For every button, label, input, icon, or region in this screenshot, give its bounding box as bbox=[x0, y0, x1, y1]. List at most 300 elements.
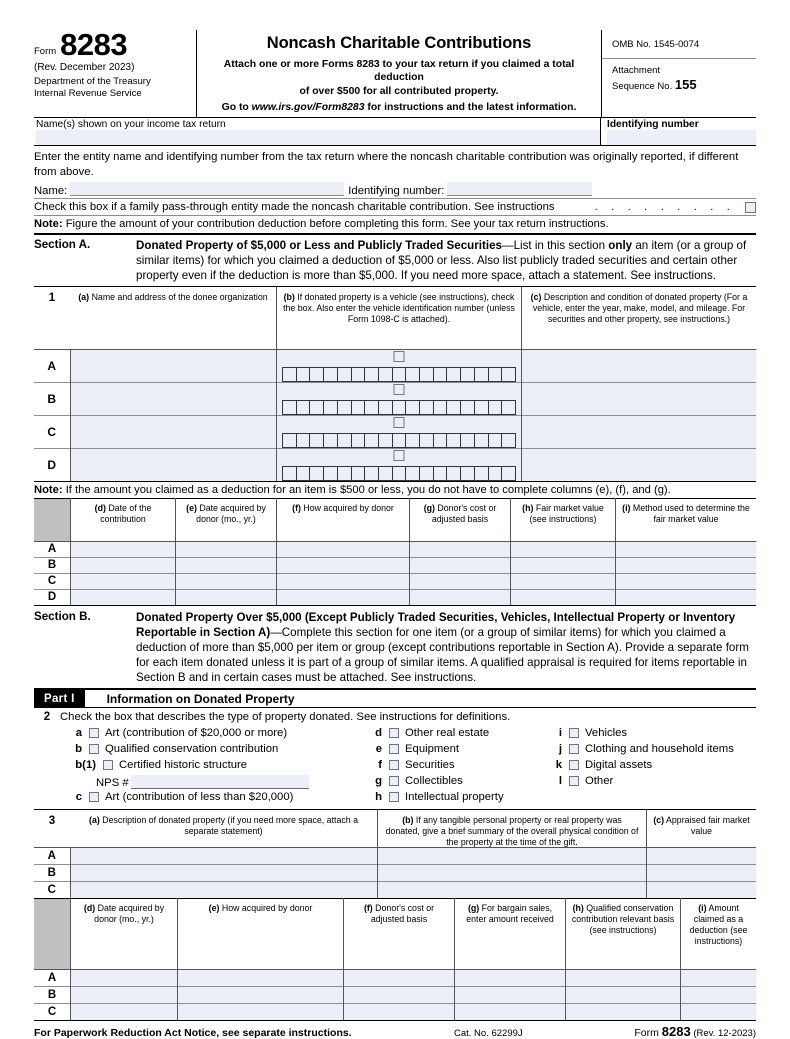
table-row bbox=[34, 349, 756, 382]
section-a-valuation-cell-c-3[interactable] bbox=[410, 573, 511, 589]
vin-char-cell[interactable] bbox=[489, 434, 503, 447]
col-f-header bbox=[277, 498, 410, 541]
description-condition-input-a[interactable] bbox=[522, 349, 757, 382]
vin-wrapper bbox=[277, 416, 521, 448]
line-3-lower-cell-c-0[interactable] bbox=[71, 1004, 178, 1021]
line-3-lower-cell-a-5[interactable] bbox=[681, 970, 757, 987]
option-label: Intellectual property bbox=[405, 791, 504, 804]
col-f-text: How acquired by donor bbox=[300, 502, 394, 513]
section-a-text-2: an item (or a group of similar items) for which you claimed a deduction of $5,000 or less. Also list publicly traded securities and certain other property even if the deduction is more than $5,000. If you need more space, attach a statement. See instructions. bbox=[136, 239, 747, 283]
checkbox-b[interactable] bbox=[89, 744, 99, 754]
identifying-number-input[interactable] bbox=[607, 130, 756, 145]
part-1-tag: Part I bbox=[34, 690, 85, 707]
vin-char-cell[interactable] bbox=[365, 368, 379, 381]
sequence-number: 155 bbox=[674, 77, 697, 93]
vin-char-cell[interactable] bbox=[406, 434, 420, 447]
checkbox-h[interactable] bbox=[389, 792, 399, 802]
line3-col-e-marker: (e) bbox=[208, 903, 220, 914]
vin-char-cell[interactable] bbox=[297, 401, 311, 414]
line3-col-g-text: For bargain sales, enter amount received bbox=[466, 903, 554, 925]
checkbox-a[interactable] bbox=[89, 728, 99, 738]
vin-char-cell[interactable] bbox=[393, 467, 407, 480]
section-a-valuation-table bbox=[34, 498, 756, 605]
line3-col-c-text: Appraised fair market value bbox=[664, 815, 750, 836]
vehicle-checkbox-d[interactable] bbox=[394, 450, 405, 461]
vin-char-cell[interactable] bbox=[283, 434, 297, 447]
section-a-valuation-cell-d-5[interactable] bbox=[616, 589, 757, 605]
vehicle-checkbox-c[interactable] bbox=[394, 417, 405, 428]
vin-char-cell[interactable] bbox=[324, 434, 338, 447]
section-a-valuation-cell-b-1[interactable] bbox=[176, 557, 277, 573]
vin-char-cell[interactable] bbox=[283, 467, 297, 480]
section-a-valuation-cell-a-4[interactable] bbox=[511, 541, 616, 557]
table-row bbox=[34, 589, 756, 605]
checkbox-j[interactable] bbox=[569, 744, 579, 754]
option-label: Certified historic structure bbox=[119, 759, 248, 772]
table-row bbox=[34, 382, 756, 415]
section-a-valuation-cell-c-2[interactable] bbox=[277, 573, 410, 589]
option-key: f bbox=[378, 759, 382, 772]
vin-char-cell[interactable] bbox=[434, 401, 448, 414]
line3-col-a-text: Description of donated property (if you need more space, attach a separate statement) bbox=[99, 815, 358, 836]
col-b-marker: (b) bbox=[283, 292, 295, 303]
section-a-valuation-cell-d-1[interactable] bbox=[176, 589, 277, 605]
col-c-text: Description and condition of donated property (For a vehicle, enter the year, make, model, and mileage. For securities and other property, see instructions.) bbox=[532, 292, 748, 324]
vin-char-cell[interactable] bbox=[283, 401, 297, 414]
col-d-text: Date of the contribution bbox=[100, 502, 152, 524]
vin-char-cell[interactable] bbox=[447, 434, 461, 447]
line3-col-c-marker: (c) bbox=[653, 815, 665, 826]
vin-boxes-c[interactable] bbox=[282, 433, 516, 448]
line-3-lower-cell-c-1[interactable] bbox=[178, 1004, 344, 1021]
line-3-lower-cell-a-4[interactable] bbox=[566, 970, 681, 987]
passthrough-text: Check this box if a family pass-through entity made the noncash charitable contribution. See instructions bbox=[34, 201, 555, 214]
line-3-cell-b-2[interactable] bbox=[647, 865, 757, 882]
col-d-header bbox=[71, 498, 176, 541]
property-type-option-b1[interactable] bbox=[60, 757, 360, 773]
line-1-number: 1 bbox=[48, 292, 56, 305]
line3-col-e-text: How acquired by donor bbox=[219, 903, 313, 914]
line-3-lower-cell-b-0[interactable] bbox=[71, 987, 178, 1004]
line-3-description-table bbox=[34, 809, 756, 898]
line-3-cell-a-0[interactable] bbox=[70, 848, 378, 865]
vin-boxes-b[interactable] bbox=[282, 400, 516, 415]
irs-url-link[interactable]: www.irs.gov/Form8283 bbox=[251, 101, 365, 113]
vin-char-cell[interactable] bbox=[310, 434, 324, 447]
checkbox-b1[interactable] bbox=[103, 760, 113, 770]
option-label: Art (contribution of $20,000 or more) bbox=[105, 727, 288, 740]
names-input[interactable] bbox=[36, 130, 600, 145]
vin-char-cell[interactable] bbox=[461, 434, 475, 447]
section-a-valuation-cell-a-2[interactable] bbox=[277, 541, 410, 557]
vin-char-cell[interactable] bbox=[489, 401, 503, 414]
vin-boxes-d[interactable] bbox=[282, 466, 516, 481]
section-a-valuation-cell-b-0[interactable] bbox=[71, 557, 176, 573]
line-3-cell-c-0[interactable] bbox=[70, 882, 378, 899]
line3-col-e-header bbox=[178, 899, 344, 970]
section-a-valuation-row-label-a: A bbox=[34, 541, 71, 557]
section-a-valuation-cell-a-5[interactable] bbox=[616, 541, 757, 557]
table-row bbox=[34, 557, 756, 573]
line-3-lower-cell-c-2[interactable] bbox=[344, 1004, 455, 1021]
line3-col-f-header bbox=[344, 899, 455, 970]
vin-char-cell[interactable] bbox=[461, 467, 475, 480]
section-a-valuation-cell-b-2[interactable] bbox=[277, 557, 410, 573]
checkbox-g[interactable] bbox=[389, 776, 399, 786]
col-e-marker: (e) bbox=[186, 502, 197, 513]
option-key: g bbox=[375, 775, 382, 788]
attachment-sequence-block bbox=[602, 59, 756, 98]
vehicle-checkbox-b[interactable] bbox=[394, 384, 405, 395]
property-type-option-f[interactable] bbox=[360, 757, 540, 773]
col-g-text: Donor's cost or adjusted basis bbox=[431, 502, 497, 524]
line3-col-i-text: Amount claimed as a deduction (see instructions) bbox=[689, 903, 748, 946]
line-3-cell-a-2[interactable] bbox=[647, 848, 757, 865]
property-type-option-d[interactable] bbox=[360, 725, 540, 741]
vin-char-cell[interactable] bbox=[461, 401, 475, 414]
col-g-header bbox=[410, 498, 511, 541]
line-3-lower-cell-b-4[interactable] bbox=[566, 987, 681, 1004]
line-2-block bbox=[34, 708, 756, 805]
vin-char-cell[interactable] bbox=[297, 434, 311, 447]
line-3-lower-cell-c-3[interactable] bbox=[455, 1004, 566, 1021]
option-key: l bbox=[558, 775, 562, 788]
identifying-number-label: Identifying number bbox=[607, 118, 699, 130]
section-a-header bbox=[34, 235, 756, 287]
line-2-body bbox=[60, 711, 756, 805]
section-a-table-header-row bbox=[34, 287, 756, 349]
form-subtitle bbox=[203, 58, 595, 98]
table-row bbox=[34, 448, 756, 481]
line-3-row-label-c: C bbox=[34, 882, 70, 899]
line-3-lower-cell-c-4[interactable] bbox=[566, 1004, 681, 1021]
entity-identifying-number-input[interactable] bbox=[447, 182, 592, 196]
section-b-label: Section B. bbox=[34, 609, 91, 623]
names-field-group[interactable] bbox=[34, 118, 601, 145]
table2-corner-cell bbox=[34, 498, 71, 541]
line3-col-h-header bbox=[566, 899, 681, 970]
line-3-number: 3 bbox=[48, 815, 56, 828]
option-key: c bbox=[75, 791, 82, 804]
section-a-valuation-cell-c-5[interactable] bbox=[616, 573, 757, 589]
col-g-marker: (g) bbox=[423, 502, 435, 513]
section-a-valuation-cell-c-1[interactable] bbox=[176, 573, 277, 589]
section-a-text-1: List in this section bbox=[513, 239, 609, 253]
vin-char-cell[interactable] bbox=[502, 368, 515, 381]
line-3-cell-a-1[interactable] bbox=[378, 848, 647, 865]
checkbox-i[interactable] bbox=[569, 728, 579, 738]
vin-char-cell[interactable] bbox=[379, 368, 393, 381]
vin-char-cell[interactable] bbox=[447, 467, 461, 480]
col-e-header bbox=[176, 498, 277, 541]
vin-char-cell[interactable] bbox=[324, 368, 338, 381]
line-3-lower-row-label-a: A bbox=[34, 970, 71, 987]
line-3-cell-c-2[interactable] bbox=[647, 882, 757, 899]
footer-form-revision: (Rev. 12-2023) bbox=[690, 1028, 756, 1039]
option-label: Collectibles bbox=[405, 775, 463, 788]
entity-identifying-number-label: Identifying number: bbox=[348, 185, 445, 198]
line-3-cell-c-1[interactable] bbox=[378, 882, 647, 899]
col-b-header bbox=[277, 287, 522, 349]
vin-char-cell[interactable] bbox=[502, 401, 515, 414]
vin-char-cell[interactable] bbox=[352, 368, 366, 381]
vin-char-cell[interactable] bbox=[447, 401, 461, 414]
note-top bbox=[34, 216, 756, 235]
note-mid bbox=[34, 481, 756, 498]
section-b-text: Complete this section for one item (or a group of similar items) for which you claimed a deduction of more than $5,000 per item or group (except contributions reportable in Section A). Provide a separate form for each item donated unless it is part of a group of similar items. A qualified appraisal is required for items reportable in Section B and in certain cases must be attached. See instructions. bbox=[136, 626, 749, 685]
donee-name-address-input-b[interactable] bbox=[70, 382, 277, 415]
vin-char-cell[interactable] bbox=[324, 401, 338, 414]
vin-char-cell[interactable] bbox=[352, 434, 366, 447]
vin-char-cell[interactable] bbox=[393, 401, 407, 414]
line-3-lower-cell-b-1[interactable] bbox=[178, 987, 344, 1004]
col-c-header bbox=[522, 287, 757, 349]
line3-col-g-header bbox=[455, 899, 566, 970]
section-a-valuation-cell-b-5[interactable] bbox=[616, 557, 757, 573]
catalog-number: Cat. No. 62299J bbox=[454, 1028, 523, 1039]
row-label-a: A bbox=[34, 349, 70, 382]
section-a-only-emphasis: only bbox=[608, 239, 633, 253]
property-type-option-e[interactable] bbox=[360, 741, 540, 757]
vin-char-cell[interactable] bbox=[393, 368, 407, 381]
vin-char-cell[interactable] bbox=[461, 368, 475, 381]
section-b-body bbox=[136, 610, 756, 685]
vin-char-cell[interactable] bbox=[406, 368, 420, 381]
line3-col-i-header bbox=[681, 899, 757, 970]
vin-char-cell[interactable] bbox=[365, 434, 379, 447]
property-type-option-a[interactable] bbox=[60, 725, 360, 741]
vin-char-cell[interactable] bbox=[434, 434, 448, 447]
line3-col-b-text: If any tangible personal property or real property was donated, give a brief summary of the overall physical condition of the property at the time of the gift. bbox=[385, 815, 639, 847]
line-3-row-label-a: A bbox=[34, 848, 70, 865]
note-top-label: Note: bbox=[34, 218, 63, 231]
vin-char-cell[interactable] bbox=[502, 434, 515, 447]
col-d-marker: (d) bbox=[94, 502, 106, 513]
donee-name-address-input-a[interactable] bbox=[70, 349, 277, 382]
vin-char-cell[interactable] bbox=[406, 467, 420, 480]
description-condition-input-b[interactable] bbox=[522, 382, 757, 415]
vin-char-cell[interactable] bbox=[475, 434, 489, 447]
vin-char-cell[interactable] bbox=[338, 467, 352, 480]
checkbox-l[interactable] bbox=[569, 776, 579, 786]
passthrough-checkbox-row[interactable] bbox=[34, 199, 756, 216]
col-i-text: Method used to determine the fair market value bbox=[630, 502, 750, 524]
col-h-header bbox=[511, 498, 616, 541]
section-a-valuation-cell-a-3[interactable] bbox=[410, 541, 511, 557]
line-3-lower-cell-a-3[interactable] bbox=[455, 970, 566, 987]
vin-char-cell[interactable] bbox=[475, 401, 489, 414]
nps-input[interactable] bbox=[131, 775, 309, 789]
vin-char-cell[interactable] bbox=[310, 401, 324, 414]
option-key: i bbox=[558, 727, 562, 740]
vin-boxes-a[interactable] bbox=[282, 367, 516, 382]
line-3-lower-cell-b-2[interactable] bbox=[344, 987, 455, 1004]
row-label-d: D bbox=[34, 448, 70, 481]
section-a-valuation-cell-b-3[interactable] bbox=[410, 557, 511, 573]
entity-name-label: Name: bbox=[34, 185, 68, 198]
passthrough-checkbox[interactable] bbox=[745, 202, 756, 213]
col-h-text: Fair market value (see instructions) bbox=[529, 502, 604, 524]
vin-char-cell[interactable] bbox=[352, 467, 366, 480]
section-a-valuation-cell-b-4[interactable] bbox=[511, 557, 616, 573]
option-label: Other bbox=[585, 775, 614, 788]
col-e-text: Date acquired by donor (mo., yr.) bbox=[196, 502, 266, 524]
identifying-number-field-group[interactable] bbox=[601, 118, 756, 145]
vin-char-cell[interactable] bbox=[324, 467, 338, 480]
vin-char-cell[interactable] bbox=[406, 401, 420, 414]
donee-name-address-input-d[interactable] bbox=[70, 448, 277, 481]
property-type-option-j[interactable] bbox=[540, 741, 756, 757]
option-label: Equipment bbox=[405, 743, 460, 756]
vehicle-cell-d bbox=[277, 448, 522, 481]
col-b-text: If donated property is a vehicle (see instructions), check the box. Also enter the vehicle identification number (unless Form 1098-C is attached). bbox=[283, 292, 515, 324]
vin-char-cell[interactable] bbox=[434, 368, 448, 381]
table-row bbox=[34, 415, 756, 448]
line-3-lower-cell-b-5[interactable] bbox=[681, 987, 757, 1004]
col-a-marker: (a) bbox=[78, 292, 90, 303]
section-a-valuation-row-label-d: D bbox=[34, 589, 71, 605]
department-line-2: Internal Revenue Service bbox=[34, 87, 142, 99]
option-label: Vehicles bbox=[585, 727, 628, 740]
option-key: j bbox=[558, 743, 562, 756]
vin-char-cell[interactable] bbox=[352, 401, 366, 414]
line3-col-i-marker: (i) bbox=[698, 903, 707, 914]
table-row bbox=[34, 1004, 756, 1021]
col-i-marker: (i) bbox=[622, 502, 631, 513]
section-a-valuation-cell-c-0[interactable] bbox=[71, 573, 176, 589]
line3-col-d-marker: (d) bbox=[83, 903, 96, 914]
vin-char-cell[interactable] bbox=[297, 467, 311, 480]
note-mid-label: Note: bbox=[34, 483, 63, 496]
line-3-lower-cell-a-2[interactable] bbox=[344, 970, 455, 987]
form-number: 8283 bbox=[60, 27, 128, 62]
vin-char-cell[interactable] bbox=[420, 368, 434, 381]
part-1-title: Information on Donated Property bbox=[106, 691, 295, 706]
section-a-valuation-cell-d-0[interactable] bbox=[71, 589, 176, 605]
checkbox-e[interactable] bbox=[389, 744, 399, 754]
property-type-option-g[interactable] bbox=[360, 773, 540, 789]
vin-char-cell[interactable] bbox=[310, 368, 324, 381]
table-row bbox=[34, 865, 756, 882]
option-key: b bbox=[75, 743, 82, 756]
table-row bbox=[34, 848, 756, 865]
vin-char-cell[interactable] bbox=[420, 401, 434, 414]
part-1-bar bbox=[34, 688, 756, 708]
donee-name-address-input-c[interactable] bbox=[70, 415, 277, 448]
table-row bbox=[34, 573, 756, 589]
section-a-valuation-row-label-b: B bbox=[34, 557, 71, 573]
line-3-lower-cell-a-0[interactable] bbox=[71, 970, 178, 987]
vin-char-cell[interactable] bbox=[283, 368, 297, 381]
table-row bbox=[34, 882, 756, 899]
section-a-valuation-cell-c-4[interactable] bbox=[511, 573, 616, 589]
property-type-option-c[interactable] bbox=[60, 789, 360, 805]
vin-char-cell[interactable] bbox=[310, 467, 324, 480]
attachment-label: Attachment bbox=[612, 65, 661, 76]
line-3-valuation-table bbox=[34, 898, 756, 1020]
property-type-option-i[interactable] bbox=[540, 725, 756, 741]
line3-col-a-marker: (a) bbox=[89, 815, 100, 826]
masthead-center bbox=[197, 30, 601, 117]
checkbox-d[interactable] bbox=[389, 728, 399, 738]
vin-char-cell[interactable] bbox=[489, 467, 503, 480]
section-a-valuation-cell-a-0[interactable] bbox=[71, 541, 176, 557]
section-a-valuation-cell-d-4[interactable] bbox=[511, 589, 616, 605]
vin-char-cell[interactable] bbox=[338, 401, 352, 414]
description-condition-input-c[interactable] bbox=[522, 415, 757, 448]
vin-char-cell[interactable] bbox=[365, 467, 379, 480]
property-type-option-k[interactable] bbox=[540, 757, 756, 773]
line-3-cell-b-1[interactable] bbox=[378, 865, 647, 882]
section-a-heading: Donated Property of $5,000 or Less and Publicly Traded Securities bbox=[136, 239, 502, 253]
line-2-number: 2 bbox=[43, 711, 51, 724]
vin-char-cell[interactable] bbox=[365, 401, 379, 414]
vin-char-cell[interactable] bbox=[502, 467, 515, 480]
issuing-department bbox=[34, 76, 196, 99]
note-top-text: Figure the amount of your contribution deduction before completing this form. See your tax return instructions. bbox=[62, 218, 609, 231]
line3-col-h-marker: (h) bbox=[572, 903, 584, 914]
vehicle-cell-a bbox=[277, 349, 522, 382]
goto-instruction bbox=[203, 102, 595, 113]
form-identifier bbox=[34, 27, 196, 62]
col-f-marker: (f) bbox=[292, 502, 301, 513]
line3-col-c-header bbox=[647, 810, 757, 848]
vin-char-cell[interactable] bbox=[379, 434, 393, 447]
line-3-lower-cell-c-5[interactable] bbox=[681, 1004, 757, 1021]
option-label: Qualified conservation contribution bbox=[105, 743, 279, 756]
line-3-cell-b-0[interactable] bbox=[70, 865, 378, 882]
vehicle-checkbox-a[interactable] bbox=[394, 351, 405, 362]
col-a-header bbox=[70, 287, 277, 349]
section-a-valuation-cell-d-2[interactable] bbox=[277, 589, 410, 605]
nps-number-row bbox=[60, 773, 360, 789]
line3-col-a-header bbox=[70, 810, 378, 848]
section-a-valuation-cell-a-1[interactable] bbox=[176, 541, 277, 557]
vin-char-cell[interactable] bbox=[475, 467, 489, 480]
property-type-option-h[interactable] bbox=[360, 789, 540, 805]
vin-char-cell[interactable] bbox=[434, 467, 448, 480]
section-a-valuation-cell-d-3[interactable] bbox=[410, 589, 511, 605]
checkbox-f[interactable] bbox=[389, 760, 399, 770]
vin-char-cell[interactable] bbox=[297, 368, 311, 381]
vin-char-cell[interactable] bbox=[420, 434, 434, 447]
vin-char-cell[interactable] bbox=[447, 368, 461, 381]
vin-char-cell[interactable] bbox=[393, 434, 407, 447]
line-3-lower-cell-b-3[interactable] bbox=[455, 987, 566, 1004]
vehicle-cell-c bbox=[277, 415, 522, 448]
vin-wrapper bbox=[277, 383, 521, 415]
checkbox-c[interactable] bbox=[89, 792, 99, 802]
option-label: Clothing and household items bbox=[585, 743, 734, 756]
vin-char-cell[interactable] bbox=[420, 467, 434, 480]
property-type-option-l[interactable] bbox=[540, 773, 756, 789]
vin-char-cell[interactable] bbox=[379, 401, 393, 414]
description-condition-input-d[interactable] bbox=[522, 448, 757, 481]
option-key: e bbox=[375, 743, 382, 756]
line-3-lower-cell-a-1[interactable] bbox=[178, 970, 344, 987]
form-footer bbox=[34, 1020, 756, 1039]
vin-char-cell[interactable] bbox=[338, 434, 352, 447]
property-type-option-b[interactable] bbox=[60, 741, 360, 757]
option-key: a bbox=[75, 727, 82, 740]
vin-char-cell[interactable] bbox=[338, 368, 352, 381]
entity-name-input[interactable] bbox=[70, 182, 344, 196]
vin-char-cell[interactable] bbox=[379, 467, 393, 480]
vin-char-cell[interactable] bbox=[475, 368, 489, 381]
vin-char-cell[interactable] bbox=[489, 368, 503, 381]
checkbox-k[interactable] bbox=[569, 760, 579, 770]
section-a-donee-table bbox=[34, 287, 756, 481]
